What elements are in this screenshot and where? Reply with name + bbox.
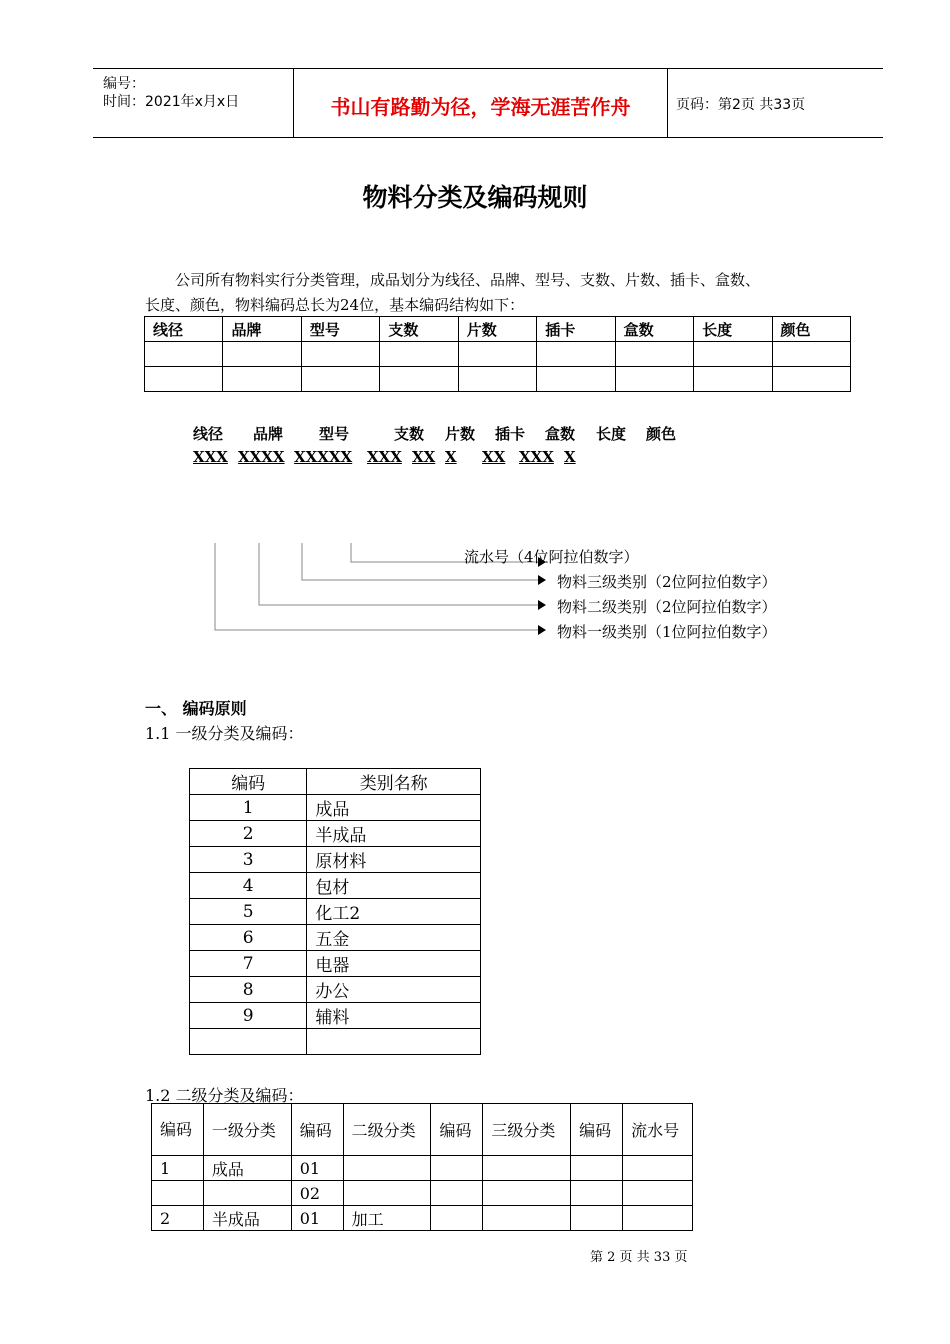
table-row [190,821,481,847]
motto: 书山有路勤为径，学海无涯苦作舟 [330,95,631,119]
table-row [152,1181,693,1206]
name-cell: 辅料 [307,1003,481,1029]
cell: 成品 [203,1156,291,1181]
name-cell: 成品 [307,795,481,821]
structure-header-cell: 型号 [301,317,379,342]
structure-header-cell: 品牌 [223,317,301,342]
structure-header-cell: 片数 [458,317,536,342]
table-row [152,1156,693,1181]
structure-header-cell: 颜色 [772,317,851,342]
segment-code: XXX [367,448,402,466]
section-heading: 一、 编码原则 [145,699,247,718]
segment-label: 盒数 [545,425,576,443]
diagram-label: 物料三级类别（2位阿拉伯数字） [557,573,777,591]
intro-line-1: 公司所有物料实行分类管理，成品划分为线径、品牌、型号、支数、片数、插卡、盒数、 [175,271,761,289]
code-cell [190,1029,307,1055]
cell [431,1181,483,1206]
table-row [190,977,481,1003]
header-cell: 编码 [571,1104,623,1156]
document-title: 物料分类及编码规则 [362,183,588,212]
cell [431,1206,483,1231]
header-cell: 一级分类 [203,1104,291,1156]
arrow-icon [538,575,546,585]
header-cell: 流水号 [623,1104,693,1156]
header-cell: 编码 [152,1104,204,1156]
segment-code: X [445,448,457,466]
table-row [190,847,481,873]
table-row [190,873,481,899]
segment-label: 型号 [319,425,350,443]
page-label: 页码：第2页 共33页 [676,97,806,113]
cell [343,1181,431,1206]
table-row [152,1206,693,1231]
cell [623,1156,693,1181]
header-cell: 编码 [431,1104,483,1156]
cell: 01 [291,1206,343,1231]
cell [431,1156,483,1181]
name-cell: 包材 [307,873,481,899]
time-label: 时间：2021年x月x日 [103,94,240,110]
arrow-icon [538,600,546,610]
code-cell: 3 [190,847,307,873]
cell [483,1156,571,1181]
code-cell: 7 [190,951,307,977]
code-cell: 2 [190,821,307,847]
level1-table [189,768,481,1055]
intro-line-2: 长度、颜色，物料编码总长为24位，基本编码结构如下： [145,296,525,314]
code-cell: 6 [190,925,307,951]
cell: 01 [291,1156,343,1181]
cell [483,1206,571,1231]
segment-code: XXXXX [294,448,353,466]
segment-label: 插卡 [495,425,526,443]
header-cell: 类别名称 [307,769,481,795]
name-cell: 办公 [307,977,481,1003]
cell: 1 [152,1156,204,1181]
table-row [190,925,481,951]
segment-label: 线径 [193,425,224,443]
diagram-label: 物料二级类别（2位阿拉伯数字） [557,598,777,616]
cell [343,1156,431,1181]
name-cell: 半成品 [307,821,481,847]
cell [623,1181,693,1206]
header-cell: 二级分类 [343,1104,431,1156]
name-cell [307,1029,481,1055]
structure-header-cell: 长度 [694,317,772,342]
table-row [190,1029,481,1055]
table-header-row [190,769,481,795]
table-row [190,1003,481,1029]
segment-label: 品牌 [253,425,284,443]
segment-label: 长度 [596,425,627,443]
cell [571,1206,623,1231]
cell [571,1156,623,1181]
name-cell: 原材料 [307,847,481,873]
header-cell: 三级分类 [483,1104,571,1156]
segment-label: 颜色 [646,425,677,443]
segment-code: XX [482,448,506,466]
table-row [190,951,481,977]
code-cell: 1 [190,795,307,821]
header-cell: 编码 [190,769,307,795]
name-cell: 五金 [307,925,481,951]
code-cell: 5 [190,899,307,925]
name-cell: 化工2 [307,899,481,925]
table-row [190,899,481,925]
segment-code: XXXX [238,448,285,466]
cell [623,1206,693,1231]
cell [203,1181,291,1206]
cell: 半成品 [203,1206,291,1231]
code-cell: 4 [190,873,307,899]
cell [483,1181,571,1206]
header-cell: 编码 [291,1104,343,1156]
cell [152,1181,204,1206]
structure-header-cell: 盒数 [615,317,693,342]
segment-label: 支数 [394,425,425,443]
structure-header-cell: 线径 [145,317,223,342]
subsection-heading: 1.2 二级分类及编码： [145,1086,304,1105]
segment-label: 片数 [445,425,476,443]
cell: 02 [291,1181,343,1206]
segment-code: X [564,448,576,466]
cell [571,1181,623,1206]
table-header-row [152,1104,693,1156]
arrow-icon [538,625,546,635]
level2-table [151,1103,693,1231]
structure-header-cell: 支数 [380,317,458,342]
segment-code: XXX [519,448,554,466]
number-label: 编号： [103,76,145,92]
structure-header-cell: 插卡 [537,317,615,342]
table-row [190,795,481,821]
segment-code: XX [412,448,436,466]
diagram-label: 流水号（4位阿拉伯数字） [464,548,639,566]
segment-code: XXX [193,448,228,466]
code-cell: 8 [190,977,307,1003]
subsection-heading: 1.1 一级分类及编码： [145,724,304,743]
cell: 加工 [343,1206,431,1231]
cell: 2 [152,1206,204,1231]
page-footer: 第 2 页 共 33 页 [590,1250,688,1265]
code-cell: 9 [190,1003,307,1029]
name-cell: 电器 [307,951,481,977]
diagram-label: 物料一级类别（1位阿拉伯数字） [557,623,777,641]
